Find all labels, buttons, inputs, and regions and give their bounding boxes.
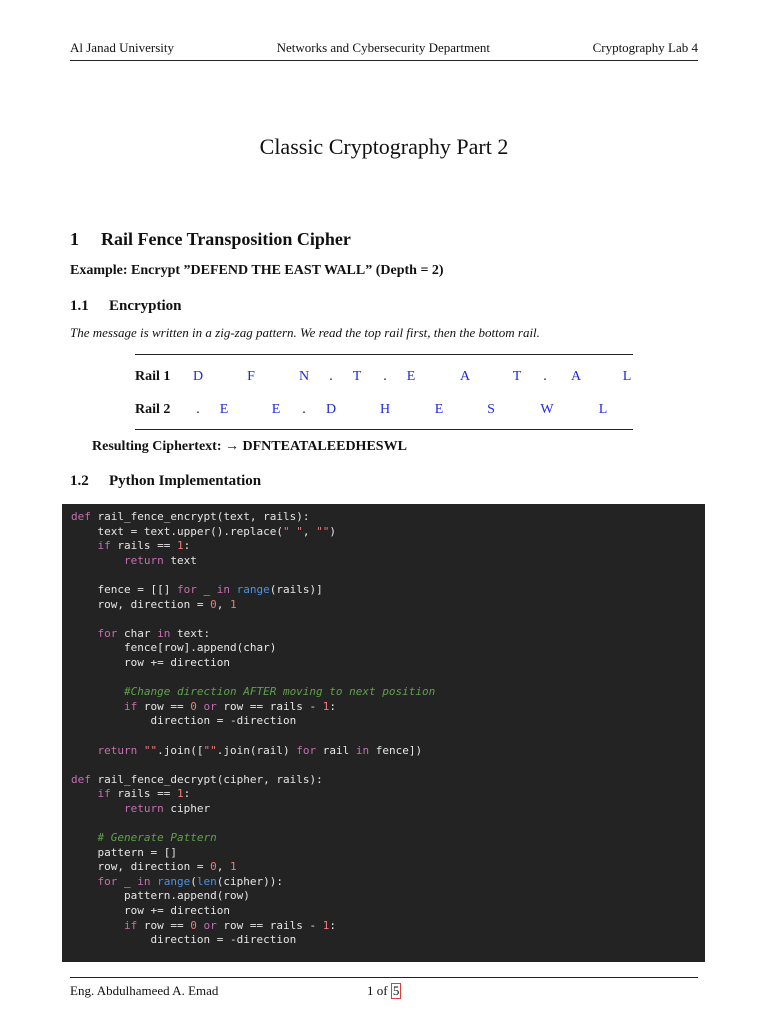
rail-cell: S (487, 402, 495, 417)
rail-cell: F (247, 369, 255, 384)
header-department: Networks and Cybersecurity Department (276, 40, 490, 55)
total-pages-link[interactable]: 5 (392, 983, 400, 998)
code-line: def rail_fence_decrypt(cipher, rails): (71, 772, 323, 786)
code-line: return "".join(["".join(rail) for rail in fence]) (97, 743, 423, 757)
example-statement: Example: Encrypt ”DEFEND THE EAST WALL” (Depth = 2) (70, 263, 444, 278)
code-line: row += direction (124, 904, 230, 918)
code-line: fence[row].append(char) (124, 641, 277, 655)
code-line: direction = -direction (150, 714, 297, 728)
rail-cell: E (219, 402, 229, 417)
rail-cell: A (459, 369, 471, 384)
rail-cell: . (383, 369, 387, 384)
rail-cell: . (543, 369, 547, 384)
section-number: 1 (70, 229, 79, 249)
rail-cell: L (622, 369, 632, 384)
header-university: Al Janad University (70, 40, 174, 55)
subsection-heading-python (70, 473, 261, 490)
code-listing (62, 504, 705, 948)
subsection-title: Python Implementation (109, 473, 262, 489)
code-line: if rails == 1: (97, 539, 191, 553)
rail-cell: L (598, 402, 608, 417)
code-line: row, direction = 0, 1 (97, 597, 237, 611)
code-line: if row == 0 or row == rails - 1: (124, 699, 336, 713)
section-heading (70, 229, 351, 250)
ciphertext-result (92, 439, 407, 455)
footer-author: Eng. Abdulhameed A. Emad (70, 983, 219, 998)
subsection-title: Encryption (109, 298, 182, 314)
section-title: Rail Fence Transposition Cipher (101, 229, 351, 249)
rail-cell: E (434, 402, 444, 417)
rail-cell: E (271, 402, 281, 417)
ciphertext-value: DFNTEATALEEDHESWL (242, 439, 407, 454)
subsection-number: 1.2 (70, 473, 89, 489)
encryption-description: The message is written in a zig-zag pattern. We read the top rail first, then the bottom rail. (70, 325, 540, 340)
rail-label: Rail 1 (135, 369, 171, 384)
rail-cell: T (352, 369, 362, 384)
code-line: def rail_fence_encrypt(text, rails): (71, 510, 310, 523)
code-line: # Generate Pattern (97, 831, 217, 845)
page-header (70, 40, 698, 61)
rail-row-2 (135, 402, 633, 422)
code-line: return text (124, 553, 197, 567)
code-line: pattern = [] (97, 845, 177, 859)
code-line: direction = -direction (150, 933, 297, 947)
code-line: if row == 0 or row == rails - 1: (124, 918, 336, 932)
rail-cell: D (192, 369, 204, 384)
rail-cell: . (196, 402, 200, 417)
code-line: #Change direction AFTER moving to next position (124, 685, 436, 699)
subsection-number: 1.1 (70, 298, 89, 314)
code-line: if rails == 1: (97, 787, 191, 801)
code-block (62, 504, 705, 962)
rail-cell: . (329, 369, 333, 384)
code-line: text = text.upper().replace(" ", "") (97, 524, 336, 538)
rail-cell: . (302, 402, 306, 417)
document-title: Classic Cryptography Part 2 (259, 134, 509, 159)
arrow-icon: → (225, 439, 239, 454)
page-footer (70, 977, 698, 998)
code-line: row, direction = 0, 1 (97, 860, 237, 874)
rail-fence-table (135, 354, 633, 430)
rail-cell: D (325, 402, 337, 417)
rail-cell: N (298, 369, 310, 384)
code-line: for char in text: (97, 626, 211, 640)
code-line: fence = [[] for _ in range(rails)] (97, 582, 323, 596)
subsection-heading-encryption (70, 298, 182, 315)
code-line: return cipher (124, 801, 211, 815)
code-line: row += direction (124, 655, 230, 669)
rail-label: Rail 2 (135, 402, 171, 417)
rail-row-1 (135, 369, 633, 389)
rail-cell: A (570, 369, 582, 384)
page-counter (367, 983, 401, 999)
code-line: for _ in range(len(cipher)): (97, 874, 283, 888)
rail-cell: E (406, 369, 416, 384)
rail-cell: T (512, 369, 522, 384)
rail-cell: H (379, 402, 391, 417)
ciphertext-label: Resulting Ciphertext: (92, 439, 222, 454)
code-line: pattern.append(row) (124, 889, 250, 903)
page-label: 1 of (367, 983, 388, 998)
rail-cell: W (540, 402, 554, 417)
header-course: Cryptography Lab 4 (592, 40, 698, 55)
